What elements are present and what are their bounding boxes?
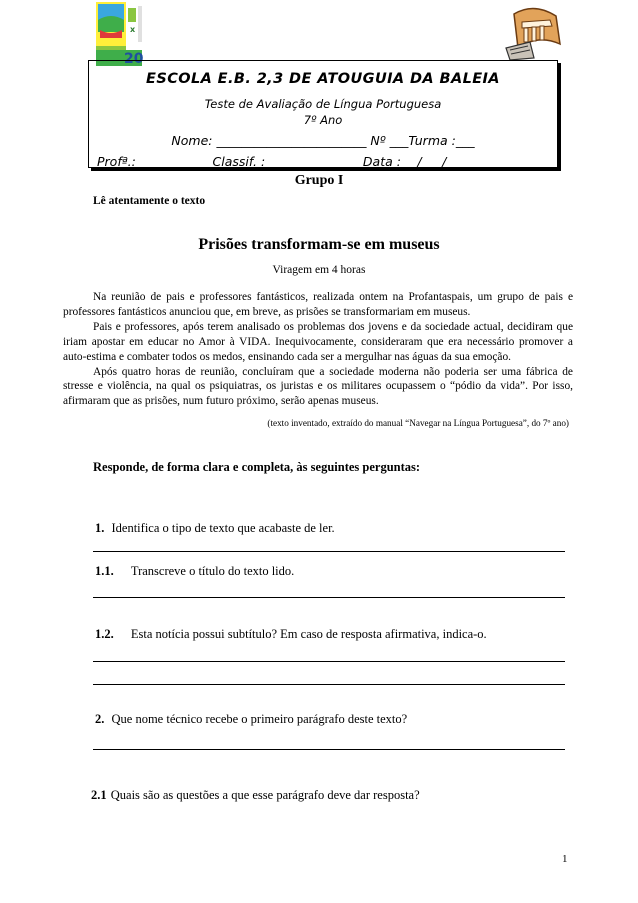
school-name: ESCOLA E.B. 2,3 DE ATOUGUIA DA BALEIA: [146, 71, 500, 87]
article-subtitle: Viragem em 4 horas: [272, 264, 366, 276]
school-logo: [94, 2, 150, 66]
question-text: Identifica o tipo de texto que acabaste de ler.: [111, 521, 335, 535]
question-1: [95, 521, 335, 536]
page-number: 1: [562, 853, 568, 865]
answer-line[interactable]: [93, 551, 565, 552]
question-1-1: [95, 564, 294, 579]
answer-line[interactable]: [93, 661, 565, 662]
article-paragraph: Na reunião de pais e professores fantásticos, realizada ontem na Profantaspais, um grupo de pais e professores fantásticos anunciou que, em breve, as prisões se transformariam em museus.: [63, 291, 573, 318]
article-body: [63, 290, 573, 409]
question-number: 2.: [95, 712, 105, 726]
answer-line[interactable]: [93, 597, 565, 598]
article-title: Prisões transformam-se em museus: [198, 236, 440, 253]
article-paragraph: Após quatro horas de reunião, concluíram que a sociedade moderna não poderia ser uma fábrica de stresse e violência, na qual os psiquiatras, os juristas e os militares ocupassem o “pódio da vida”. Por isso, afirmaram que as prisões, num futuro próximo, serão apenas museus.: [63, 365, 573, 408]
question-number: 1.: [95, 521, 105, 535]
svg-text:x: x: [130, 25, 136, 34]
test-title: Teste de Avaliação de Língua Portuguesa: [204, 97, 442, 111]
student-name-field: Nome: ________________________ Nº ___Turma :___: [171, 133, 475, 148]
question-text: Esta notícia possui subtítulo? Em caso de resposta afirmativa, indica-o.: [130, 627, 487, 641]
question-1-2: [95, 627, 487, 642]
section-heading: Grupo I: [294, 173, 344, 188]
question-2-1: [91, 788, 420, 803]
logo-number: 20: [124, 51, 144, 66]
grade-label: 7º Ano: [303, 113, 343, 127]
article-source: (texto inventado, extraído do manual “Navegar na Língua Portuguesa”, do 7º ano): [267, 418, 569, 428]
questions-prompt: Responde, de forma clara e completa, às seguintes perguntas:: [93, 460, 421, 474]
question-text: Quais são as questões a que esse parágrafo deve dar resposta?: [110, 788, 420, 802]
answer-line[interactable]: [93, 684, 565, 685]
temple-clipart-icon: [500, 4, 566, 62]
question-number: 1.2.: [95, 627, 114, 641]
answer-line[interactable]: [93, 749, 565, 750]
question-number: 1.1.: [95, 564, 114, 578]
article-paragraph: Pais e professores, após terem analisado os problemas dos jovens e da sociedade actual, decidiram que iriam apostar em educar no Amor à VIDA. Inequivocamente, consideraram que era necessário promover a auto-estima e combater todos os medos, ensinando cada ser a mergulhar nas águas da sua emoção.: [63, 320, 573, 363]
question-text: Que nome técnico recebe o primeiro parágrafo deste texto?: [111, 712, 408, 726]
question-number: 2.1: [91, 788, 107, 802]
reading-instruction: Lê atentamente o texto: [93, 195, 206, 207]
question-text: Transcreve o título do texto lido.: [130, 564, 295, 578]
question-2: [95, 712, 407, 727]
teacher-grade-date-field: Profª.: ___________ Classif. :_______________ Data :__ / __ /____: [97, 154, 472, 169]
test-header-box: [88, 60, 558, 168]
